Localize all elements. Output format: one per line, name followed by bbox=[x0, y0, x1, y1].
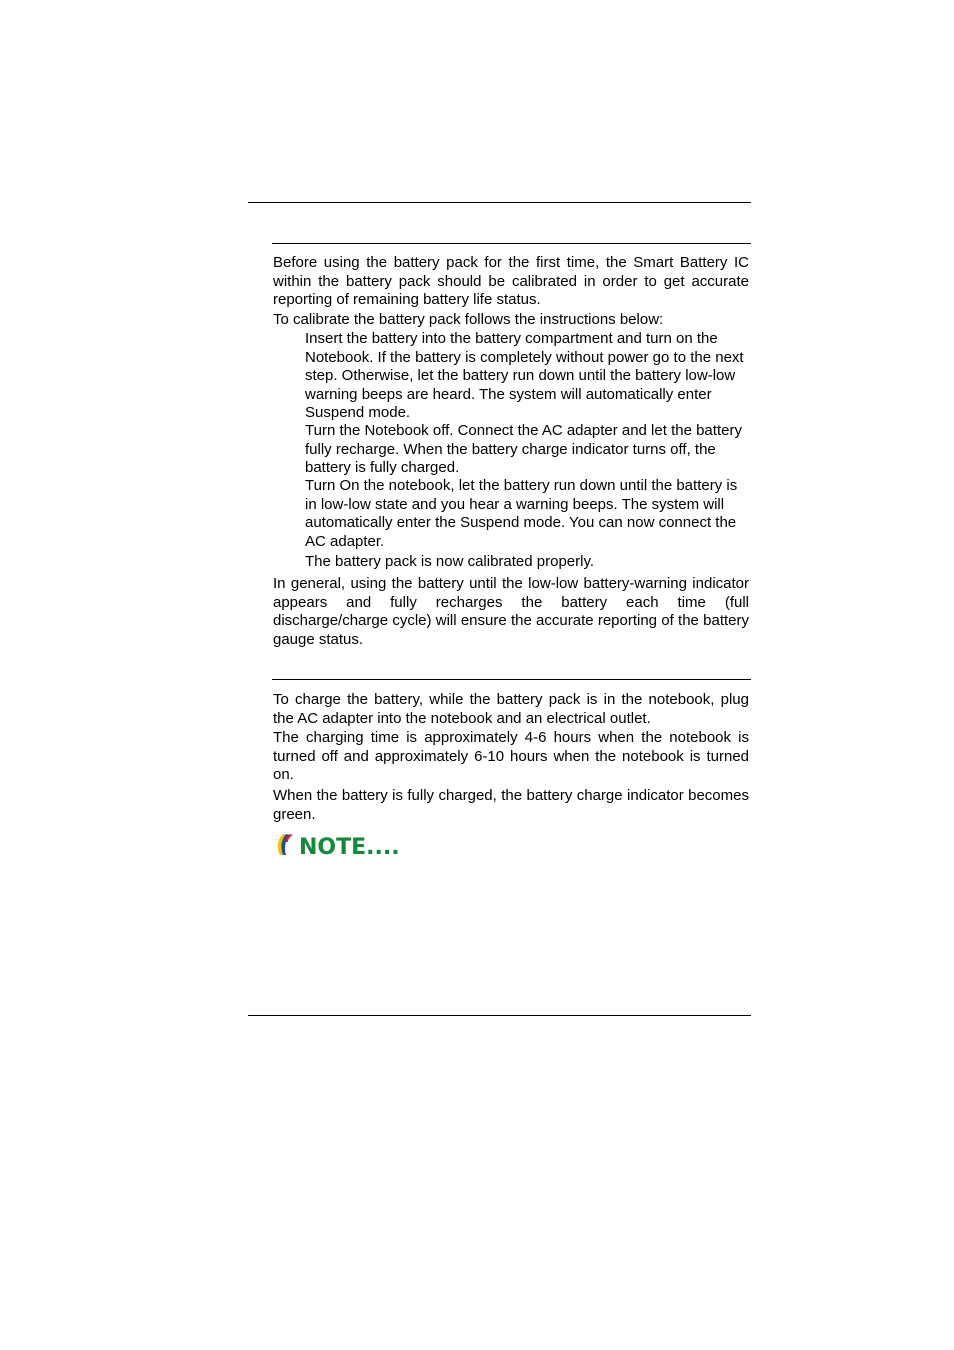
charging-paragraph-1: To charge the battery, while the battery pack is in the notebook, plug the AC adapter into the notebook and an electrical outlet. bbox=[273, 691, 749, 727]
calibration-step-2: Turn the Notebook off. Connect the AC adapter and let the battery fully recharge. When the battery charge indicator turns off, the battery is fully charged. bbox=[305, 422, 742, 476]
note-logo-icon bbox=[274, 831, 410, 859]
section-rule-calibration bbox=[272, 243, 751, 244]
footer-rule bbox=[248, 1015, 751, 1016]
calibration-intro: Before using the battery pack for the first time, the Smart Battery IC within the battery pack should be calibrated in order to get accurate reporting of remaining battery life status. bbox=[273, 254, 749, 308]
note-logo bbox=[274, 831, 410, 859]
calibration-step-4: The battery pack is now calibrated properly. bbox=[305, 553, 595, 570]
charging-paragraph-2: The charging time is approximately 4-6 hours when the notebook is turned off and approximately 6-10 hours when the notebook is turned on. bbox=[273, 729, 749, 783]
calibration-instructions-lead: To calibrate the battery pack follows the instructions below: bbox=[273, 311, 664, 328]
charging-paragraph-3: When the battery is fully charged, the battery charge indicator becomes green. bbox=[273, 787, 749, 823]
calibration-general: In general, using the battery until the low-low battery-warning indicator appears and fully recharges the battery each time (full discharge/charge cycle) will ensure the accurate reporting of the battery gauge status. bbox=[273, 575, 749, 648]
note-logo-text: NOTE.... bbox=[299, 835, 400, 859]
calibration-step-3: Turn On the notebook, let the battery run down until the battery is in low-low state and you hear a warning beeps. The system will automatically enter the Suspend mode. You can now connect the AC adapter. bbox=[305, 477, 738, 550]
section-rule-charging bbox=[272, 679, 751, 680]
header-rule bbox=[248, 202, 751, 203]
calibration-step-1: Insert the battery into the battery compartment and turn on the Notebook. If the battery is completely without power go to the next step. Otherwise, let the battery run down until the battery low-low warning beeps are heard. The system will automatically enter Suspend mode. bbox=[305, 330, 744, 421]
